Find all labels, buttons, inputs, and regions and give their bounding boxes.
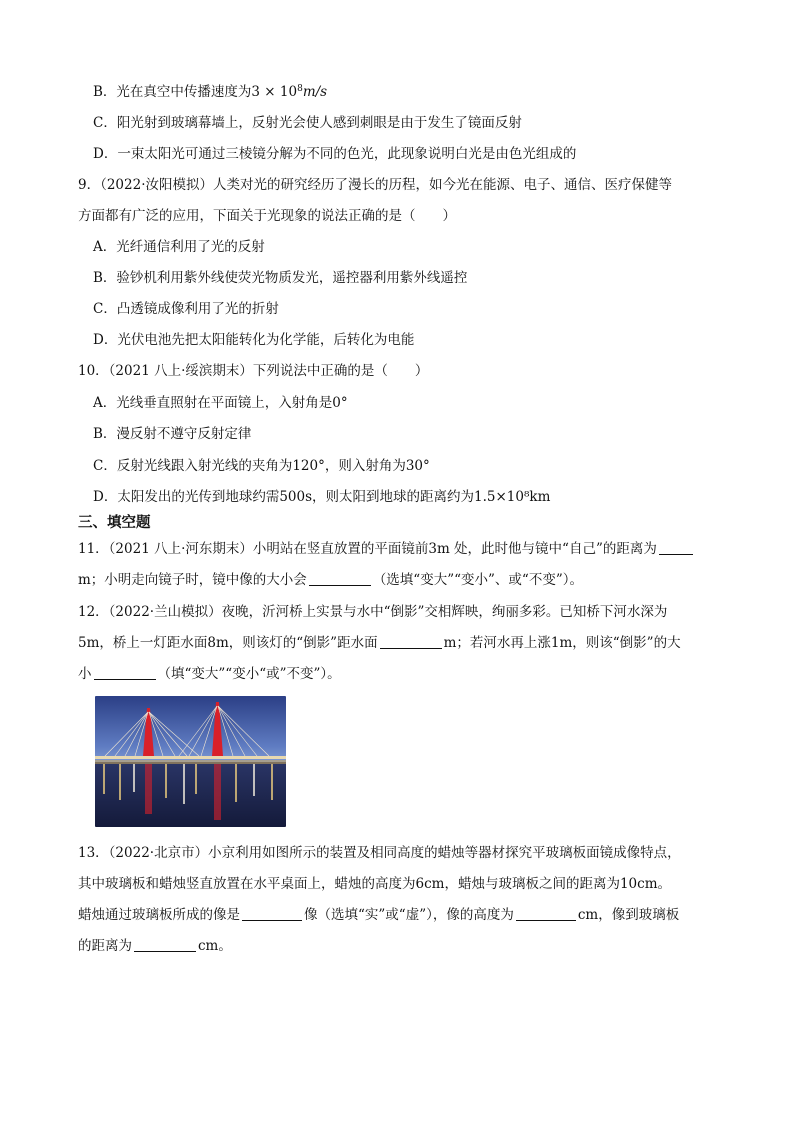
section-fill-in-blank-heading: 三、填空题 (78, 515, 151, 531)
q11-blank-1[interactable] (659, 540, 693, 555)
q13-blank-2[interactable] (516, 906, 576, 921)
q11-line1 (78, 539, 718, 559)
q10-option-d: D．太阳发出的光传到地球约需500s，则太阳到地球的距离约为1.5×10⁸km (93, 489, 551, 505)
q12-line3-text-b: （填“变大”“变小“或”不变”）。 (157, 666, 341, 682)
q13-line2: 其中玻璃板和蜡烛竖直放置在水平桌面上，蜡烛的高度为6cm，蜡烛与玻璃板之间的距离为10cm。 (78, 876, 671, 892)
q13-blank-3[interactable] (134, 937, 196, 952)
q9-stem-line1: 9．（2022·汝阳模拟）人类对光的研究经历了漫长的历程，如今光在能源、电子、通信、医疗保健等 (78, 177, 672, 193)
q11-line1-text: 11．（2021 八上·河东期末）小明站在竖直放置的平面镜前3m 处，此时他与镜中“自己”的距离为 (78, 541, 657, 557)
q12-line3 (78, 664, 718, 684)
q9-option-c: C．凸透镜成像利用了光的折射 (93, 301, 279, 317)
bridge-illustration (95, 696, 286, 827)
q13-line3-text-a: 蜡烛通过玻璃板所成的像是 (78, 907, 240, 923)
q10-option-a: A．光线垂直照射在平面镜上，入射角是0° (93, 395, 348, 411)
q13-line1: 13．（2022·北京市）小京利用如图所示的装置及相同高度的蜡烛等器材探究平玻璃板面镜成像特点， (78, 845, 681, 861)
q9-option-a: A．光纤通信利用了光的反射 (93, 239, 265, 255)
q10-option-c: C．反射光线跟入射光线的夹角为120°，则入射角为30° (93, 458, 430, 474)
q11-line2-text-a: m；小明走向镜子时，镜中像的大小会 (78, 572, 307, 588)
q12-blank-2[interactable] (94, 665, 156, 680)
q8-option-c: C．阳光射到玻璃幕墙上，反射光会使人感到刺眼是由于发生了镜面反射 (93, 115, 522, 131)
q8-math-exp: 8 (297, 84, 303, 94)
q12-line1: 12．（2022·兰山模拟）夜晚，沂河桥上实景与水中“倒影”交相辉映，绚丽多彩。已知桥下河水深为 (78, 604, 668, 620)
horizon-lights (95, 760, 286, 764)
q8-math-base: 3 × 10 (251, 84, 298, 100)
q8-option-b (93, 82, 733, 102)
q11-blank-2[interactable] (309, 571, 371, 586)
q9-option-b: B．验钞机利用紫外线使荧光物质发光，遥控器利用紫外线遥控 (93, 270, 468, 286)
bridge-night-photo (95, 696, 286, 827)
q12-blank-1[interactable] (380, 634, 442, 649)
bridge-deck (95, 756, 286, 759)
q11-line2 (78, 570, 718, 590)
q10-stem: 10．（2021 八上·绥滨期末）下列说法中正确的是（ ） (78, 363, 429, 379)
q13-line3 (78, 905, 718, 925)
q8-option-d: D．一束太阳光可通过三棱镜分解为不同的色光，此现象说明白光是由色光组成的 (93, 146, 577, 162)
q10-option-b: B．漫反射不遵守反射定律 (93, 426, 252, 442)
q12-line3-text-a: 小 (78, 666, 92, 682)
q13-line4-text-a: 的距离为 (78, 938, 132, 954)
q13-line4 (78, 936, 718, 956)
q13-line4-text-b: cm。 (198, 938, 232, 954)
q9-option-d: D．光伏电池先把太阳能转化为化学能，后转化为电能 (93, 332, 415, 348)
q13-line3-text-c: cm，像到玻璃板 (577, 907, 680, 923)
q8-math-unit: m/s (302, 84, 328, 100)
q12-line2-text-b: m；若河水再上涨1m，则该“倒影”的大 (443, 635, 681, 651)
q8-option-b-math (251, 84, 327, 100)
q8-option-b-text: B．光在真空中传播速度为 (93, 84, 252, 100)
q11-line2-text-b: （选填“变大”“变小”、或“不变”）。 (372, 572, 583, 588)
q12-line2-text-a: 5m，桥上一灯距水面8m，则该灯的“倒影”距水面 (78, 635, 378, 651)
q9-stem-line2: 方面都有广泛的应用，下面关于光现象的说法正确的是（ ） (78, 208, 456, 224)
q13-blank-1[interactable] (242, 906, 302, 921)
water (95, 762, 286, 827)
q13-line3-text-b: 像（选填“实”或“虚”），像的高度为 (304, 907, 514, 923)
q12-line2 (78, 633, 718, 653)
